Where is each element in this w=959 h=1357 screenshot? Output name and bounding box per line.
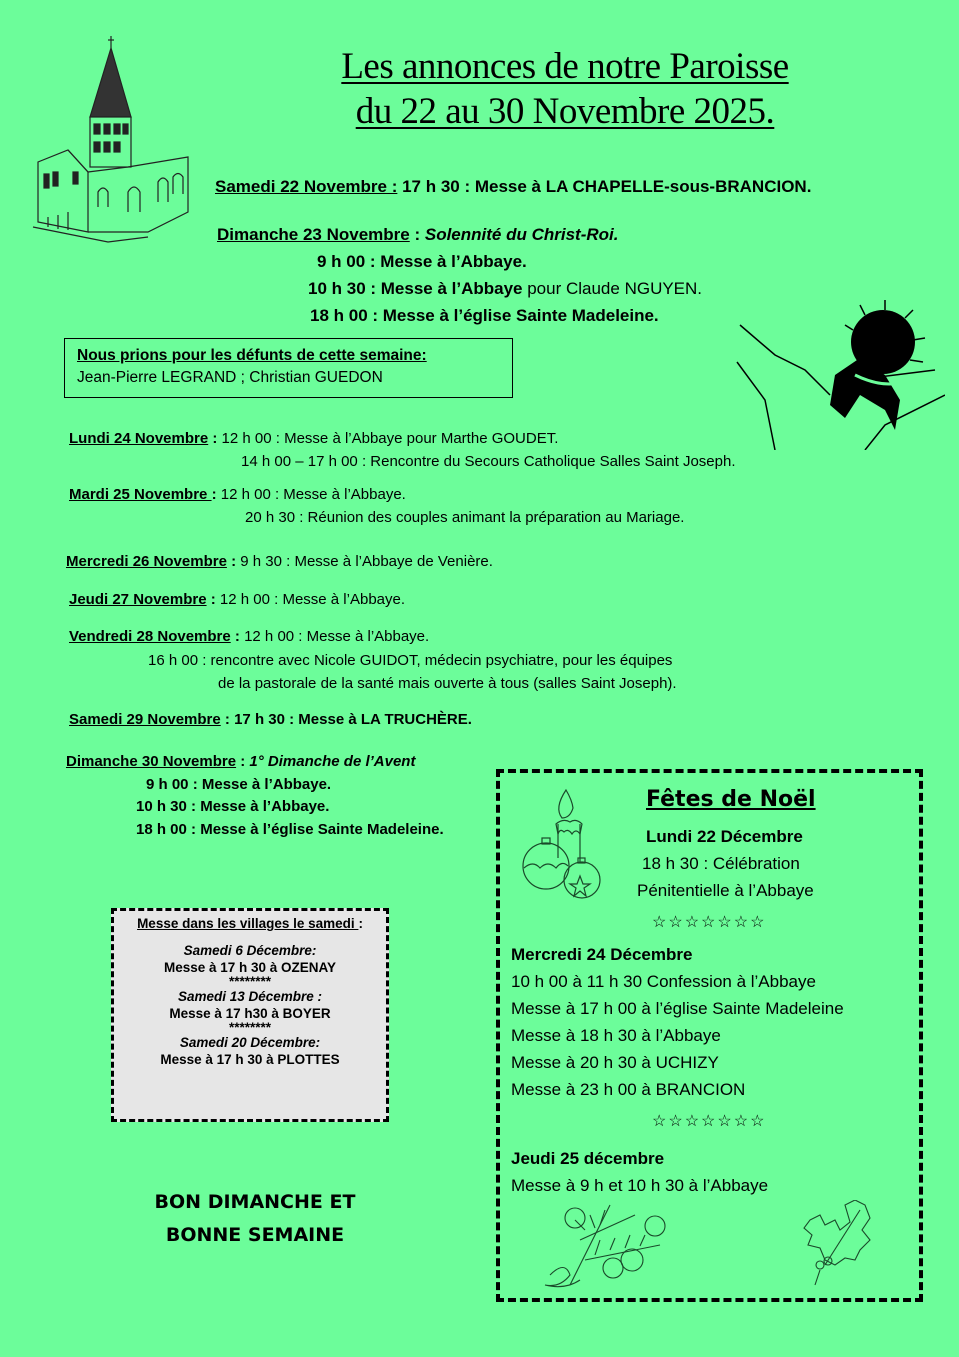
day-label: Jeudi 27 Novembre <box>69 591 207 608</box>
samedi-22-entry <box>215 177 811 197</box>
holly-illustration <box>800 1200 875 1290</box>
church-illustration <box>28 32 198 247</box>
title-line-1: Les annonces de notre Paroisse <box>341 46 789 87</box>
day-label: Dimanche 30 Novembre <box>66 753 237 770</box>
day-label: Mardi 25 Novembre <box>69 486 212 503</box>
feast-label: 1° Dimanche de l’Avent <box>249 753 416 770</box>
title-line-2: du 22 au 30 Novembre 2025. <box>355 91 775 132</box>
feast-label: Solennité du Christ-Roi. <box>424 225 619 244</box>
noel-lundi-line: 18 h 30 : Célébration <box>642 854 800 873</box>
noel-lundi-day: Lundi 22 Décembre <box>646 827 803 846</box>
village-date: Samedi 6 Décembre: <box>183 943 317 958</box>
separator: ******** <box>228 974 272 989</box>
stars-divider: ☆☆☆☆☆☆☆ <box>652 914 767 931</box>
mercredi-26-entry: Mercredi 26 Novembre : 9 h 30 : Messe à l’Abbaye de Venière. <box>66 553 493 570</box>
separator: ******** <box>228 1020 272 1035</box>
jeudi-27-entry: Jeudi 27 Novembre : 12 h 00 : Messe à l’Abbaye. <box>69 591 406 608</box>
samedi-29-entry: Samedi 29 Novembre : 17 h 30 : Messe à LA TRUCHÈRE. <box>69 711 472 728</box>
christmas-title: Fêtes de Noël <box>646 787 816 812</box>
page-title <box>240 44 890 134</box>
deceased-names: Jean-Pierre LEGRAND ; Christian GUEDON <box>77 369 383 386</box>
vendredi-28-entry: Vendredi 28 Novembre : 12 h 00 : Messe à l’Abbaye. <box>69 628 430 645</box>
noel-mercredi-line: Messe à 23 h 00 à BRANCION <box>511 1080 746 1099</box>
noel-lundi-line: Pénitentielle à l’Abbaye <box>637 881 814 900</box>
mardi-25-entry: Mardi 25 Novembre : 12 h 00 : Messe à l’Abbaye. <box>69 486 406 503</box>
village-mass: Messe à 17 h30 à BOYER <box>169 1006 331 1021</box>
deceased-box <box>64 338 513 398</box>
pine-branch-illustration <box>540 1200 675 1290</box>
noel-mercredi-line: 10 h 00 à 11 h 30 Confession à l’Abbaye <box>511 972 816 991</box>
dimanche-23-mass-2: 10 h 30 : Messe à l’Abbaye pour Claude NGUYEN. <box>308 279 703 298</box>
stars-divider: ☆☆☆☆☆☆☆ <box>652 1113 767 1130</box>
lundi-24-entry: Lundi 24 Novembre : 12 h 00 : Messe à l’Abbaye pour Marthe GOUDET. <box>69 430 559 447</box>
village-date: Samedi 20 Décembre: <box>179 1035 321 1050</box>
dimanche-23-mass-1: 9 h 00 : Messe à l’Abbaye. <box>317 252 527 271</box>
villages-heading: Messe dans les villages le samedi : <box>137 916 363 931</box>
noel-jeudi-line: Messe à 9 h et 10 h 30 à l’Abbaye <box>511 1176 769 1195</box>
noel-mercredi-line: Messe à 18 h 30 à l’Abbaye <box>511 1026 721 1045</box>
dimanche-30-mass-2: 10 h 30 : Messe à l’Abbaye. <box>136 798 330 815</box>
day-label: Dimanche 23 Novembre <box>217 225 410 244</box>
day-label: Vendredi 28 Novembre <box>69 628 231 645</box>
dimanche-30-mass-3: 18 h 00 : Messe à l’église Sainte Madeleine. <box>136 821 444 838</box>
village-date: Samedi 13 Décembre : <box>177 989 323 1004</box>
deceased-heading: Nous prions pour les défunts de cette semaine: <box>77 347 427 364</box>
villages-box <box>111 908 389 1122</box>
closing-message: BON DIMANCHE ET BONNE SEMAINE <box>154 1191 356 1246</box>
dimanche-23-entry: Dimanche 23 Novembre : Solennité du Christ-Roi. <box>217 225 619 244</box>
mardi-25-line-2: 20 h 30 : Réunion des couples animant la préparation au Mariage. <box>245 509 685 526</box>
dimanche-30-mass-1: 9 h 00 : Messe à l’Abbaye. <box>146 776 332 793</box>
christ-illustration <box>735 300 945 450</box>
entry-text: 17 h 30 : Messe à LA CHAPELLE-sous-BRANCION. <box>397 177 812 196</box>
vendredi-28-line-2: 16 h 00 : rencontre avec Nicole GUIDOT, médecin psychiatre, pour les équipes <box>148 652 673 669</box>
day-label: Samedi 22 Novembre : <box>215 177 398 196</box>
village-mass: Messe à 17 h 30 à PLOTTES <box>160 1052 340 1067</box>
noel-mercredi-line: Messe à 17 h 00 à l’église Sainte Madeleine <box>511 999 844 1018</box>
vendredi-28-line-3: de la pastorale de la santé mais ouverte à tous (salles Saint Joseph). <box>218 675 677 692</box>
dimanche-30-entry: Dimanche 30 Novembre : 1° Dimanche de l’Avent <box>66 753 416 770</box>
day-label: Lundi 24 Novembre <box>69 430 209 447</box>
day-label: Mercredi 26 Novembre <box>66 553 227 570</box>
candle-baubles-illustration <box>518 788 608 900</box>
lundi-24-line-2: 14 h 00 – 17 h 00 : Rencontre du Secours Catholique Salles Saint Joseph. <box>241 453 736 470</box>
village-mass: Messe à 17 h 30 à OZENAY <box>163 960 337 975</box>
noel-mercredi-day: Mercredi 24 Décembre <box>511 945 693 964</box>
day-label: Samedi 29 Novembre <box>69 711 221 728</box>
dimanche-23-mass-3: 18 h 00 : Messe à l’église Sainte Madeleine. <box>310 306 659 325</box>
noel-mercredi-line: Messe à 20 h 30 à UCHIZY <box>511 1053 719 1072</box>
noel-jeudi-day: Jeudi 25 décembre <box>511 1149 665 1168</box>
